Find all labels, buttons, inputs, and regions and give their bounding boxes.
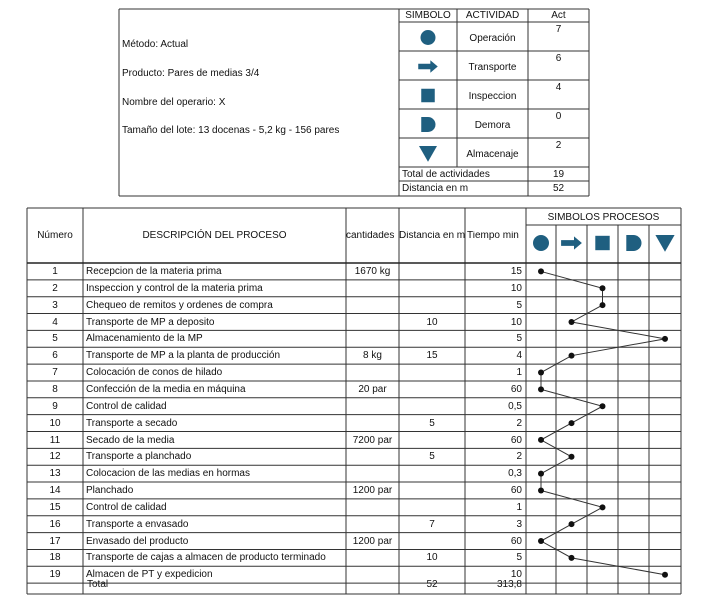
lot-size-label: Tamaño del lote: 13 docenas - 5,2 kg - 156 pares [122, 125, 340, 136]
row-number: 9 [52, 400, 58, 412]
row-number: 12 [49, 451, 61, 463]
header-d-shape-icon [626, 235, 641, 251]
process-step-dot [662, 336, 668, 342]
row-description: Transporte de MP a deposito [86, 316, 215, 328]
row-description: Planchado [86, 485, 134, 497]
row-description: Confección de la media en máquina [86, 383, 246, 395]
summary-d-shape-icon [421, 117, 435, 132]
description-header: DESCRIPCIÓN DEL PROCESO [142, 230, 287, 241]
process-step-dot [569, 319, 575, 325]
activity-count: 2 [555, 140, 562, 151]
row-quantity: 1670 kg [354, 266, 391, 277]
activity-name: Demora [474, 119, 511, 131]
row-time: 60 [510, 535, 522, 547]
activity-count: 6 [555, 53, 562, 64]
process-step-dot [600, 504, 606, 510]
row-number: 18 [49, 552, 61, 564]
row-distance: 5 [429, 451, 435, 463]
row-distance: 15 [426, 350, 438, 362]
row-time: 10 [510, 282, 522, 294]
row-description: Almacen de PT y expedicion [86, 569, 213, 581]
process-step-dot [538, 437, 544, 443]
total-activities-label: Total de actividades [402, 169, 490, 180]
row-number: 6 [52, 350, 58, 362]
row-time: 5 [516, 299, 522, 311]
process-step-dot [600, 302, 606, 308]
process-step-dot [538, 487, 544, 493]
operator-label: Nombre del operario: X [122, 97, 226, 108]
row-time: 60 [510, 485, 522, 497]
row-time: 10 [510, 316, 522, 328]
quantities-header: cantidades [346, 231, 395, 241]
process-step-dot [662, 572, 668, 578]
activity-name: Transporte [468, 61, 517, 73]
row-number: 14 [49, 485, 61, 497]
row-number: 15 [49, 501, 61, 513]
process-step-dot [538, 370, 544, 376]
summary-circle-icon [421, 30, 436, 45]
summary-square-icon [421, 89, 435, 103]
row-time: 2 [516, 417, 522, 429]
total-label: Total [87, 579, 109, 590]
row-number: 19 [49, 569, 61, 581]
process-step-dot [569, 353, 575, 359]
row-number: 7 [52, 367, 58, 379]
symbol-column-header: SIMBOLO [405, 10, 451, 21]
row-description: Transporte a planchado [86, 451, 192, 463]
process-step-dot [569, 555, 575, 561]
row-distance: 10 [426, 552, 438, 564]
row-quantity: 7200 par [352, 434, 393, 446]
row-description: Control de calidad [86, 501, 167, 513]
header-square-icon [595, 236, 609, 250]
row-description: Chequeo de remitos y ordenes de compra [86, 299, 273, 311]
process-step-dot [538, 268, 544, 274]
process-step-dot [600, 285, 606, 291]
row-description: Transporte a envasado [86, 518, 189, 530]
row-time: 60 [510, 383, 522, 395]
process-flow-line [541, 271, 665, 574]
row-time: 0,5 [508, 400, 522, 412]
row-number: 16 [49, 518, 61, 530]
process-step-dot [538, 471, 544, 477]
process-step-dot [538, 538, 544, 544]
row-time: 1 [516, 501, 522, 513]
distance-header: Distancia en m [399, 231, 465, 241]
row-distance: 7 [429, 518, 435, 530]
row-description: Secado de la media [86, 434, 175, 446]
total-time: 313,8 [496, 579, 522, 590]
row-time: 0,3 [508, 468, 522, 480]
row-quantity: 20 par [358, 383, 387, 395]
row-description: Transporte de MP a la planta de producción [86, 350, 281, 362]
row-number: 8 [52, 383, 58, 395]
process-step-dot [600, 403, 606, 409]
row-time: 5 [516, 552, 522, 564]
row-number: 5 [52, 333, 58, 345]
header-triangle-down-icon [655, 235, 674, 252]
header-arrow-right-icon [561, 236, 582, 249]
row-description: Envasado del producto [86, 535, 189, 547]
activity-name: Operación [469, 32, 516, 44]
row-number: 13 [49, 468, 61, 480]
activity-count: 0 [555, 111, 562, 122]
row-description: Transporte de cajas a almacen de producto terminado [86, 552, 326, 564]
row-description: Almacenamiento de la MP [86, 333, 203, 345]
distance-label: Distancia en m [402, 183, 469, 194]
row-time: 1 [516, 367, 522, 379]
row-number: 2 [52, 282, 58, 294]
row-time: 2 [516, 451, 522, 463]
row-description: Colocacion de las medias en hormas [86, 468, 250, 480]
row-time: 4 [516, 350, 522, 362]
process-step-dot [569, 420, 575, 426]
row-distance: 10 [426, 316, 438, 328]
header-circle-icon [533, 235, 549, 251]
activity-count: 7 [555, 24, 562, 35]
process-step-dot [538, 386, 544, 392]
number-header: Número [37, 230, 73, 241]
row-number: 3 [52, 299, 58, 311]
row-time: 10 [510, 569, 522, 581]
row-time: 15 [510, 266, 522, 277]
row-description: Control de calidad [86, 400, 167, 412]
row-time: 60 [510, 434, 522, 446]
symbols-header: SIMBOLOS PROCESOS [547, 212, 660, 223]
row-time: 5 [516, 333, 522, 345]
row-description: Colocación de conos de hilado [86, 367, 223, 379]
total-activities-value: 19 [552, 169, 565, 180]
row-quantity: 1200 par [352, 485, 393, 497]
activity-name: Inspeccion [468, 90, 517, 102]
row-quantity: 8 kg [363, 350, 382, 362]
product-label: Producto: Pares de medias 3/4 [122, 68, 260, 79]
total-distance: 52 [426, 579, 438, 590]
activity-name: Almacenaje [466, 148, 519, 160]
activity-count: 4 [555, 82, 562, 93]
row-number: 10 [49, 417, 61, 429]
row-number: 1 [52, 266, 58, 277]
count-column-header: Act [551, 10, 566, 21]
row-description: Transporte a secado [86, 417, 178, 429]
time-header: Tiempo min [467, 231, 519, 241]
row-distance: 5 [429, 417, 435, 429]
activity-column-header: ACTIVIDAD [465, 10, 520, 21]
row-quantity: 1200 par [352, 535, 393, 547]
distance-value: 52 [552, 183, 565, 194]
row-number: 4 [52, 316, 58, 328]
process-step-dot [569, 454, 575, 460]
process-step-dot [569, 521, 575, 527]
summary-triangle-down-icon [419, 146, 437, 162]
row-description: Inspeccion y control de la materia prima [86, 282, 263, 294]
row-description: Recepcion de la materia prima [86, 266, 222, 277]
row-time: 3 [516, 518, 522, 530]
row-number: 17 [49, 535, 61, 547]
method-label: Método: Actual [122, 39, 189, 50]
row-number: 11 [49, 434, 61, 446]
summary-arrow-right-icon [418, 60, 438, 73]
